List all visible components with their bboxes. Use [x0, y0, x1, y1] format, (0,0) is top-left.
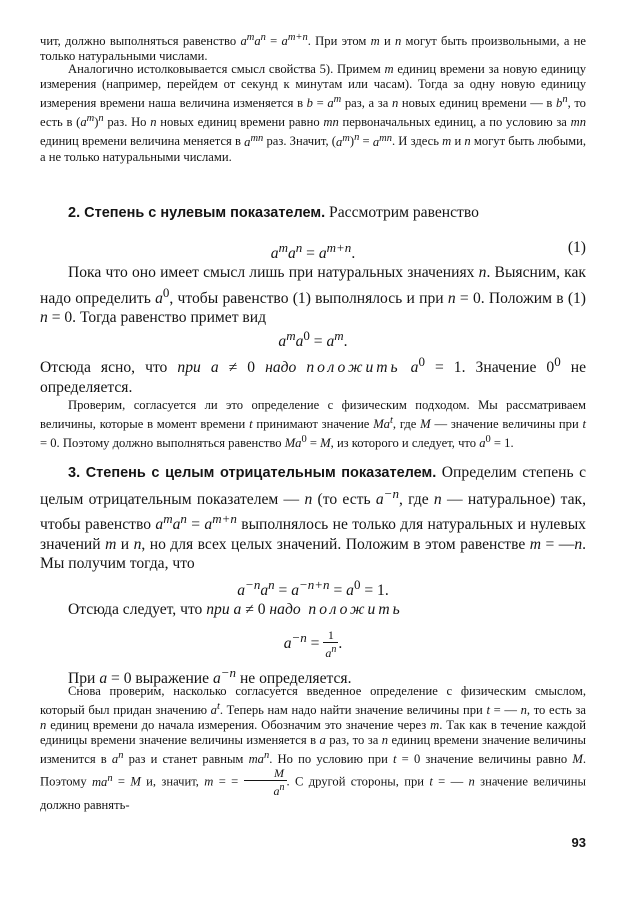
section-2-heading-line: [40, 203, 586, 224]
equation-1-body: $a^ma^n = a^{m+n}$.: [270, 240, 356, 263]
equation-1: [40, 238, 586, 264]
paragraph-9: Снова проверим, насколько согласуется введенное определение с физическим смыслом, который был придан значению $a^t$. Теперь нам надо найти значение величины при t = — n, то есть за n единиц времени до начала измерения. Обозначим это значение через m. Так как в течение каждой единицы времени значение величины изменяется в a раз, то за n единиц времени значение величины изменится в $a^n$ раз и станет равным $ma^n$. Но по условию при t = 0 значение величины равно M. Поэтому $ma^n = M$ и, значит, m = = $\frac{M}{a^n}$ . С другой стороны, при t = — n значение величины должно равнять-: [40, 684, 586, 813]
page-number: 93: [571, 835, 586, 850]
section-3-text: Определим степень с целым отрицательным показателем — n (то есть $a^{-n}$, где n — натуральное) так, чтобы равенство $a^ma^n = a^{m+n}$ выполнялось не только для натуральных и нулевых значений m и n, но для всех целых значений. Положим в этом равенстве m = —n. Мы получим тогда, что: [40, 464, 587, 573]
paragraph-6: [40, 463, 586, 574]
equation-3: $a^{-n}a^n = a^{-n+n} = a^0 = 1$.: [237, 577, 389, 600]
paragraph-7: Отсюда следует, что при a ≠ 0 надо положить: [68, 601, 403, 618]
paragraph-5: Проверим, согласуется ли это определение с физическим подходом. Мы рассматриваем величины, которые в момент времени t принимают значение Ma$^t$, где M — значение величины при t = 0. Поэтому должно выполняться равенство $Ma^0 = M$, из которого и следует, что $a^0 = 1$.: [40, 398, 586, 451]
equation-1-number: (1): [567, 239, 586, 256]
paragraph-8: При a = 0 выражение $a^{-n}$ не определяется.: [68, 665, 352, 688]
section-3-heading: 3. Степень с целым отрицательным показателем.: [68, 465, 437, 481]
paragraph-4: Отсюда ясно, что при a ≠ 0 надо положить $a^0 = 1$. Значение $0^0$ не определяется.: [40, 354, 587, 396]
paragraph-1: чит, должно выполняться равенство $a^ma^n = a^{m+n}$. При этом m и n могут быть произвольными, а не только натуральными числами.: [40, 32, 587, 64]
section-2-heading: 2. Степень с нулевым показателем.: [68, 205, 326, 221]
paragraph-3: Пока что оно имеет смысл лишь при натуральных значениях n. Выясним, как надо определить $a^0$, чтобы равенство (1) выполнялось и при n = 0. Положим в (1) n = 0. Тогда равенство примет вид: [40, 264, 586, 327]
equation-2: $a^ma^0 = a^m$.: [278, 328, 348, 351]
section-2-intro: Рассмотрим равенство: [325, 204, 479, 221]
equation-4: $a^{-n}$ = $\frac{1}{a^n}$ .: [283, 628, 343, 661]
paragraph-2: Аналогично истолковывается смысл свойства 5). Примем m единиц времени за новую единицу измерения (например, перейдем от секунд к минутам или часам). Тогда за одну новую единицу измерения времени наша величина изменяется в $b = a^m$ раз, а за n новых единиц времени — в $b^n$, то есть в $(a^m)^n$ раз. Но n новых единиц времени равно mn первоначальных единиц, а по условию за mn единиц времени величина меняется в $a^{mn}$ раз. Значит, $(a^m)^n = a^{mn}$. И здесь m и n могут быть любыми, а не только натуральными числами.: [40, 62, 587, 164]
